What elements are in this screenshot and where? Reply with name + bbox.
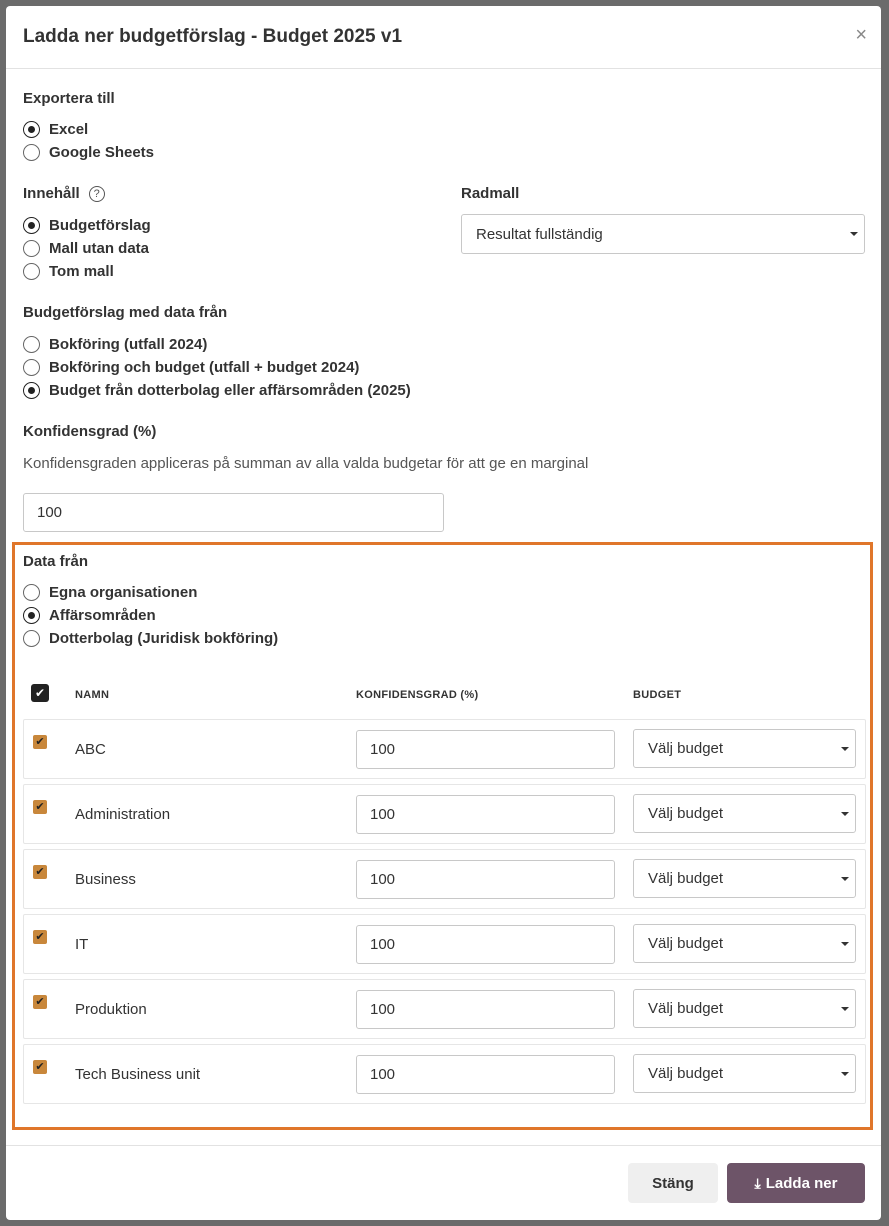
- row-confidence-input[interactable]: [356, 990, 615, 1029]
- chevron-down-icon: [841, 877, 849, 881]
- data-from-option-dotterbolag[interactable]: [23, 630, 278, 647]
- data-source-option-bokforing[interactable]: [23, 336, 207, 353]
- close-button[interactable]: Stäng: [628, 1163, 718, 1203]
- radio[interactable]: [23, 263, 40, 280]
- data-from-option-label: Affärsområden: [49, 607, 156, 624]
- row-name: Produktion: [75, 1001, 147, 1018]
- export-label: Exportera till: [23, 90, 115, 107]
- column-header-name: NAMN: [75, 689, 110, 701]
- data-from-option-label: Dotterbolag (Juridisk bokföring): [49, 630, 279, 647]
- content-option-mall-utan-data[interactable]: [23, 240, 149, 257]
- content-label: Innehåll: [23, 185, 80, 202]
- row-name: ABC: [75, 741, 106, 758]
- radio[interactable]: [23, 630, 40, 647]
- export-option-label: Excel: [49, 121, 89, 138]
- download-button[interactable]: [727, 1163, 865, 1203]
- row-checkbox[interactable]: ✔: [33, 865, 47, 879]
- row-checkbox[interactable]: ✔: [33, 800, 47, 814]
- confidence-input[interactable]: [23, 493, 444, 532]
- data-from-label: Data från: [23, 553, 89, 570]
- data-source-option-label: Budget från dotterbolag eller affärsområden (2025): [49, 382, 411, 399]
- export-option-label: Google Sheets: [49, 144, 155, 161]
- row-checkbox[interactable]: ✔: [33, 930, 47, 944]
- row-budget-select[interactable]: [633, 1054, 856, 1093]
- modal-header: [6, 6, 881, 69]
- download-label: Ladda ner: [765, 1174, 838, 1192]
- data-from-option-label: Egna organisationen: [49, 584, 198, 601]
- row-budget-select[interactable]: [633, 859, 856, 898]
- download-budget-modal: [6, 6, 881, 1220]
- row-budget-select[interactable]: [633, 794, 856, 833]
- row-budget-value: Välj budget: [648, 1065, 724, 1082]
- row-budget-select[interactable]: [633, 729, 856, 768]
- data-source-option-bokforing-och-budget[interactable]: [23, 359, 359, 376]
- chevron-down-icon: [841, 812, 849, 816]
- row-confidence-value: 100: [370, 806, 396, 823]
- row-name: Administration: [75, 806, 171, 823]
- data-from-option-egna-organisationen[interactable]: [23, 584, 197, 601]
- row-confidence-input[interactable]: [356, 925, 615, 964]
- help-icon[interactable]: ?: [89, 186, 105, 202]
- content-option-label: Mall utan data: [49, 240, 150, 257]
- row-template-select[interactable]: [461, 214, 865, 254]
- row-confidence-value: 100: [370, 871, 396, 888]
- content-option-budgetforslag[interactable]: [23, 217, 151, 234]
- row-checkbox[interactable]: ✔: [33, 995, 47, 1009]
- row-checkbox[interactable]: ✔: [33, 1060, 47, 1074]
- chevron-down-icon: [841, 942, 849, 946]
- radio[interactable]: [23, 584, 40, 601]
- row-confidence-value: 100: [370, 741, 396, 758]
- row-budget-value: Välj budget: [648, 870, 724, 887]
- row-budget-select[interactable]: [633, 989, 856, 1028]
- row-budget-value: Välj budget: [648, 1000, 724, 1017]
- confidence-value: 100: [37, 504, 63, 521]
- row-confidence-input[interactable]: [356, 860, 615, 899]
- row-confidence-input[interactable]: [356, 1055, 615, 1094]
- content-label-row: [23, 185, 105, 202]
- radio-selected[interactable]: [23, 217, 40, 234]
- chevron-down-icon: [850, 232, 858, 236]
- row-template-value: Resultat fullständig: [476, 225, 603, 243]
- row-budget-select[interactable]: [633, 924, 856, 963]
- modal-title: Ladda ner budgetförslag - Budget 2025 v1: [23, 26, 403, 47]
- column-header-confidence: KONFIDENSGRAD (%): [356, 689, 479, 701]
- row-confidence-value: 100: [370, 1001, 396, 1018]
- content-option-label: Tom mall: [49, 263, 114, 280]
- radio[interactable]: [23, 240, 40, 257]
- row-confidence-input[interactable]: [356, 730, 615, 769]
- chevron-down-icon: [841, 1007, 849, 1011]
- confidence-label: Konfidensgrad (%): [23, 423, 157, 440]
- row-budget-value: Välj budget: [648, 935, 724, 952]
- data-source-option-budget-fran-dotterbolag[interactable]: [23, 382, 411, 399]
- close-icon[interactable]: ×: [855, 24, 867, 46]
- radio[interactable]: [23, 336, 40, 353]
- row-name: Tech Business unit: [75, 1066, 201, 1083]
- radio[interactable]: [23, 144, 40, 161]
- row-confidence-input[interactable]: [356, 795, 615, 834]
- export-option-excel[interactable]: [23, 121, 88, 138]
- chevron-down-icon: [841, 747, 849, 751]
- row-name: IT: [75, 936, 89, 953]
- confidence-description: Konfidensgraden appliceras på summan av alla valda budgetar för att ge en marginal: [23, 455, 589, 472]
- data-source-option-label: Bokföring (utfall 2024): [49, 336, 208, 353]
- row-name: Business: [75, 871, 136, 888]
- export-option-google-sheets[interactable]: [23, 144, 154, 161]
- radio[interactable]: [23, 359, 40, 376]
- row-template-label: Radmall: [461, 185, 520, 202]
- chevron-down-icon: [841, 1072, 849, 1076]
- select-all-checkbox[interactable]: ✔: [31, 684, 49, 702]
- column-header-budget: BUDGET: [633, 689, 682, 701]
- data-source-label: Budgetförslag med data från: [23, 304, 228, 321]
- data-source-option-label: Bokföring och budget (utfall + budget 2024): [49, 359, 360, 376]
- content-option-tom-mall[interactable]: [23, 263, 114, 280]
- download-icon: ⤓: [754, 1174, 761, 1191]
- row-confidence-value: 100: [370, 936, 396, 953]
- row-confidence-value: 100: [370, 1066, 396, 1083]
- row-budget-value: Välj budget: [648, 805, 724, 822]
- radio-selected[interactable]: [23, 607, 40, 624]
- row-checkbox[interactable]: ✔: [33, 735, 47, 749]
- content-option-label: Budgetförslag: [49, 217, 151, 234]
- data-from-option-affarsomraden[interactable]: [23, 607, 156, 624]
- row-budget-value: Välj budget: [648, 740, 724, 757]
- radio-selected[interactable]: [23, 382, 40, 399]
- radio-selected[interactable]: [23, 121, 40, 138]
